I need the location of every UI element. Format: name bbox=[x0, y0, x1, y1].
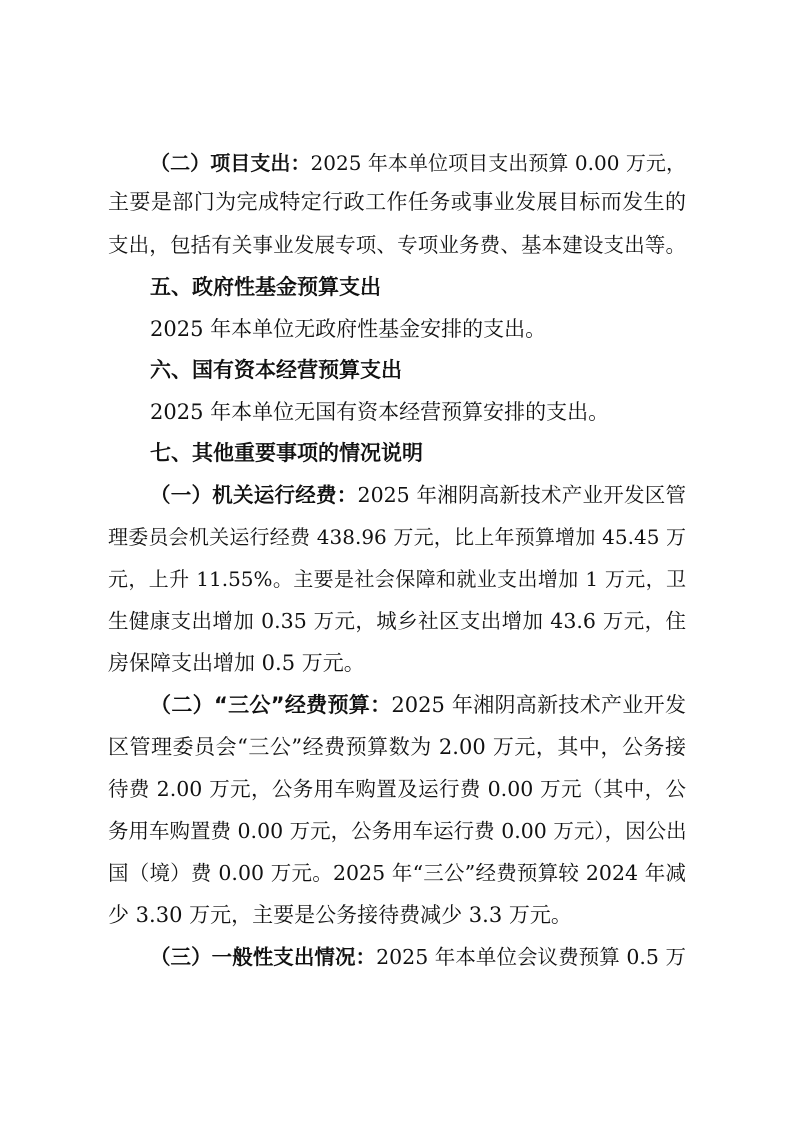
project-expense-line-2: 主要是部门为完成特定行政工作任务或事业发展目标而发生的 bbox=[108, 190, 686, 214]
admin-cost-line-1 bbox=[150, 480, 686, 510]
section-7-heading: 七、其他重要事项的情况说明 bbox=[150, 441, 423, 465]
project-expense-text: 2025 年本单位项目支出预算 0.00 万元， bbox=[310, 151, 687, 175]
section-6-heading: 六、国有资本经营预算支出 bbox=[150, 358, 402, 382]
section-5-body: 2025 年本单位无政府性基金安排的支出。 bbox=[150, 317, 547, 341]
project-expense-line-1 bbox=[150, 148, 686, 178]
section-6-body: 2025 年本单位无国有资本经营预算安排的支出。 bbox=[150, 400, 610, 424]
project-expense-label: （二）项目支出： bbox=[150, 151, 311, 175]
admin-cost-line-3: 元，上升 11.55%。主要是社会保障和就业支出增加 1 万元，卫 bbox=[108, 567, 686, 591]
admin-cost-line-5: 房保障支出增加 0.5 万元。 bbox=[108, 651, 365, 675]
admin-cost-label: （一）机关运行经费： bbox=[150, 483, 358, 507]
three-public-line-6: 少 3.30 万元，主要是公务接待费减少 3.3 万元。 bbox=[108, 903, 572, 927]
three-public-line-4: 务用车购置费 0.00 万元，公务用车运行费 0.00 万元），因公出 bbox=[108, 819, 687, 843]
general-expense-text: 2025 年本单位会议费预算 0.5 万 bbox=[376, 945, 686, 969]
section-5-heading: 五、政府性基金预算支出 bbox=[150, 275, 381, 299]
project-expense-line-3: 支出，包括有关事业发展专项、专项业务费、基本建设支出等。 bbox=[108, 233, 686, 257]
general-expense-line-1 bbox=[150, 942, 686, 972]
three-public-line-2: 区管理委员会“三公”经费预算数为 2.00 万元，其中，公务接 bbox=[108, 735, 686, 759]
three-public-label: （二）“三公”经费预算： bbox=[150, 693, 392, 717]
three-public-line-1 bbox=[150, 690, 686, 720]
three-public-text: 2025 年湘阴高新技术产业开发 bbox=[391, 693, 686, 717]
admin-cost-line-2: 理委员会机关运行经费 438.96 万元，比上年预算增加 45.45 万 bbox=[108, 525, 686, 549]
admin-cost-line-4: 生健康支出增加 0.35 万元，城乡社区支出增加 43.6 万元，住 bbox=[108, 609, 686, 633]
three-public-line-5: 国（境）费 0.00 万元。2025 年“三公”经费预算较 2024 年减 bbox=[108, 861, 686, 885]
admin-cost-text: 2025 年湘阴高新技术产业开发区管 bbox=[357, 483, 687, 507]
general-expense-label: （三）一般性支出情况： bbox=[150, 945, 377, 969]
three-public-line-3: 待费 2.00 万元，公务用车购置及运行费 0.00 万元（其中，公 bbox=[108, 777, 686, 801]
